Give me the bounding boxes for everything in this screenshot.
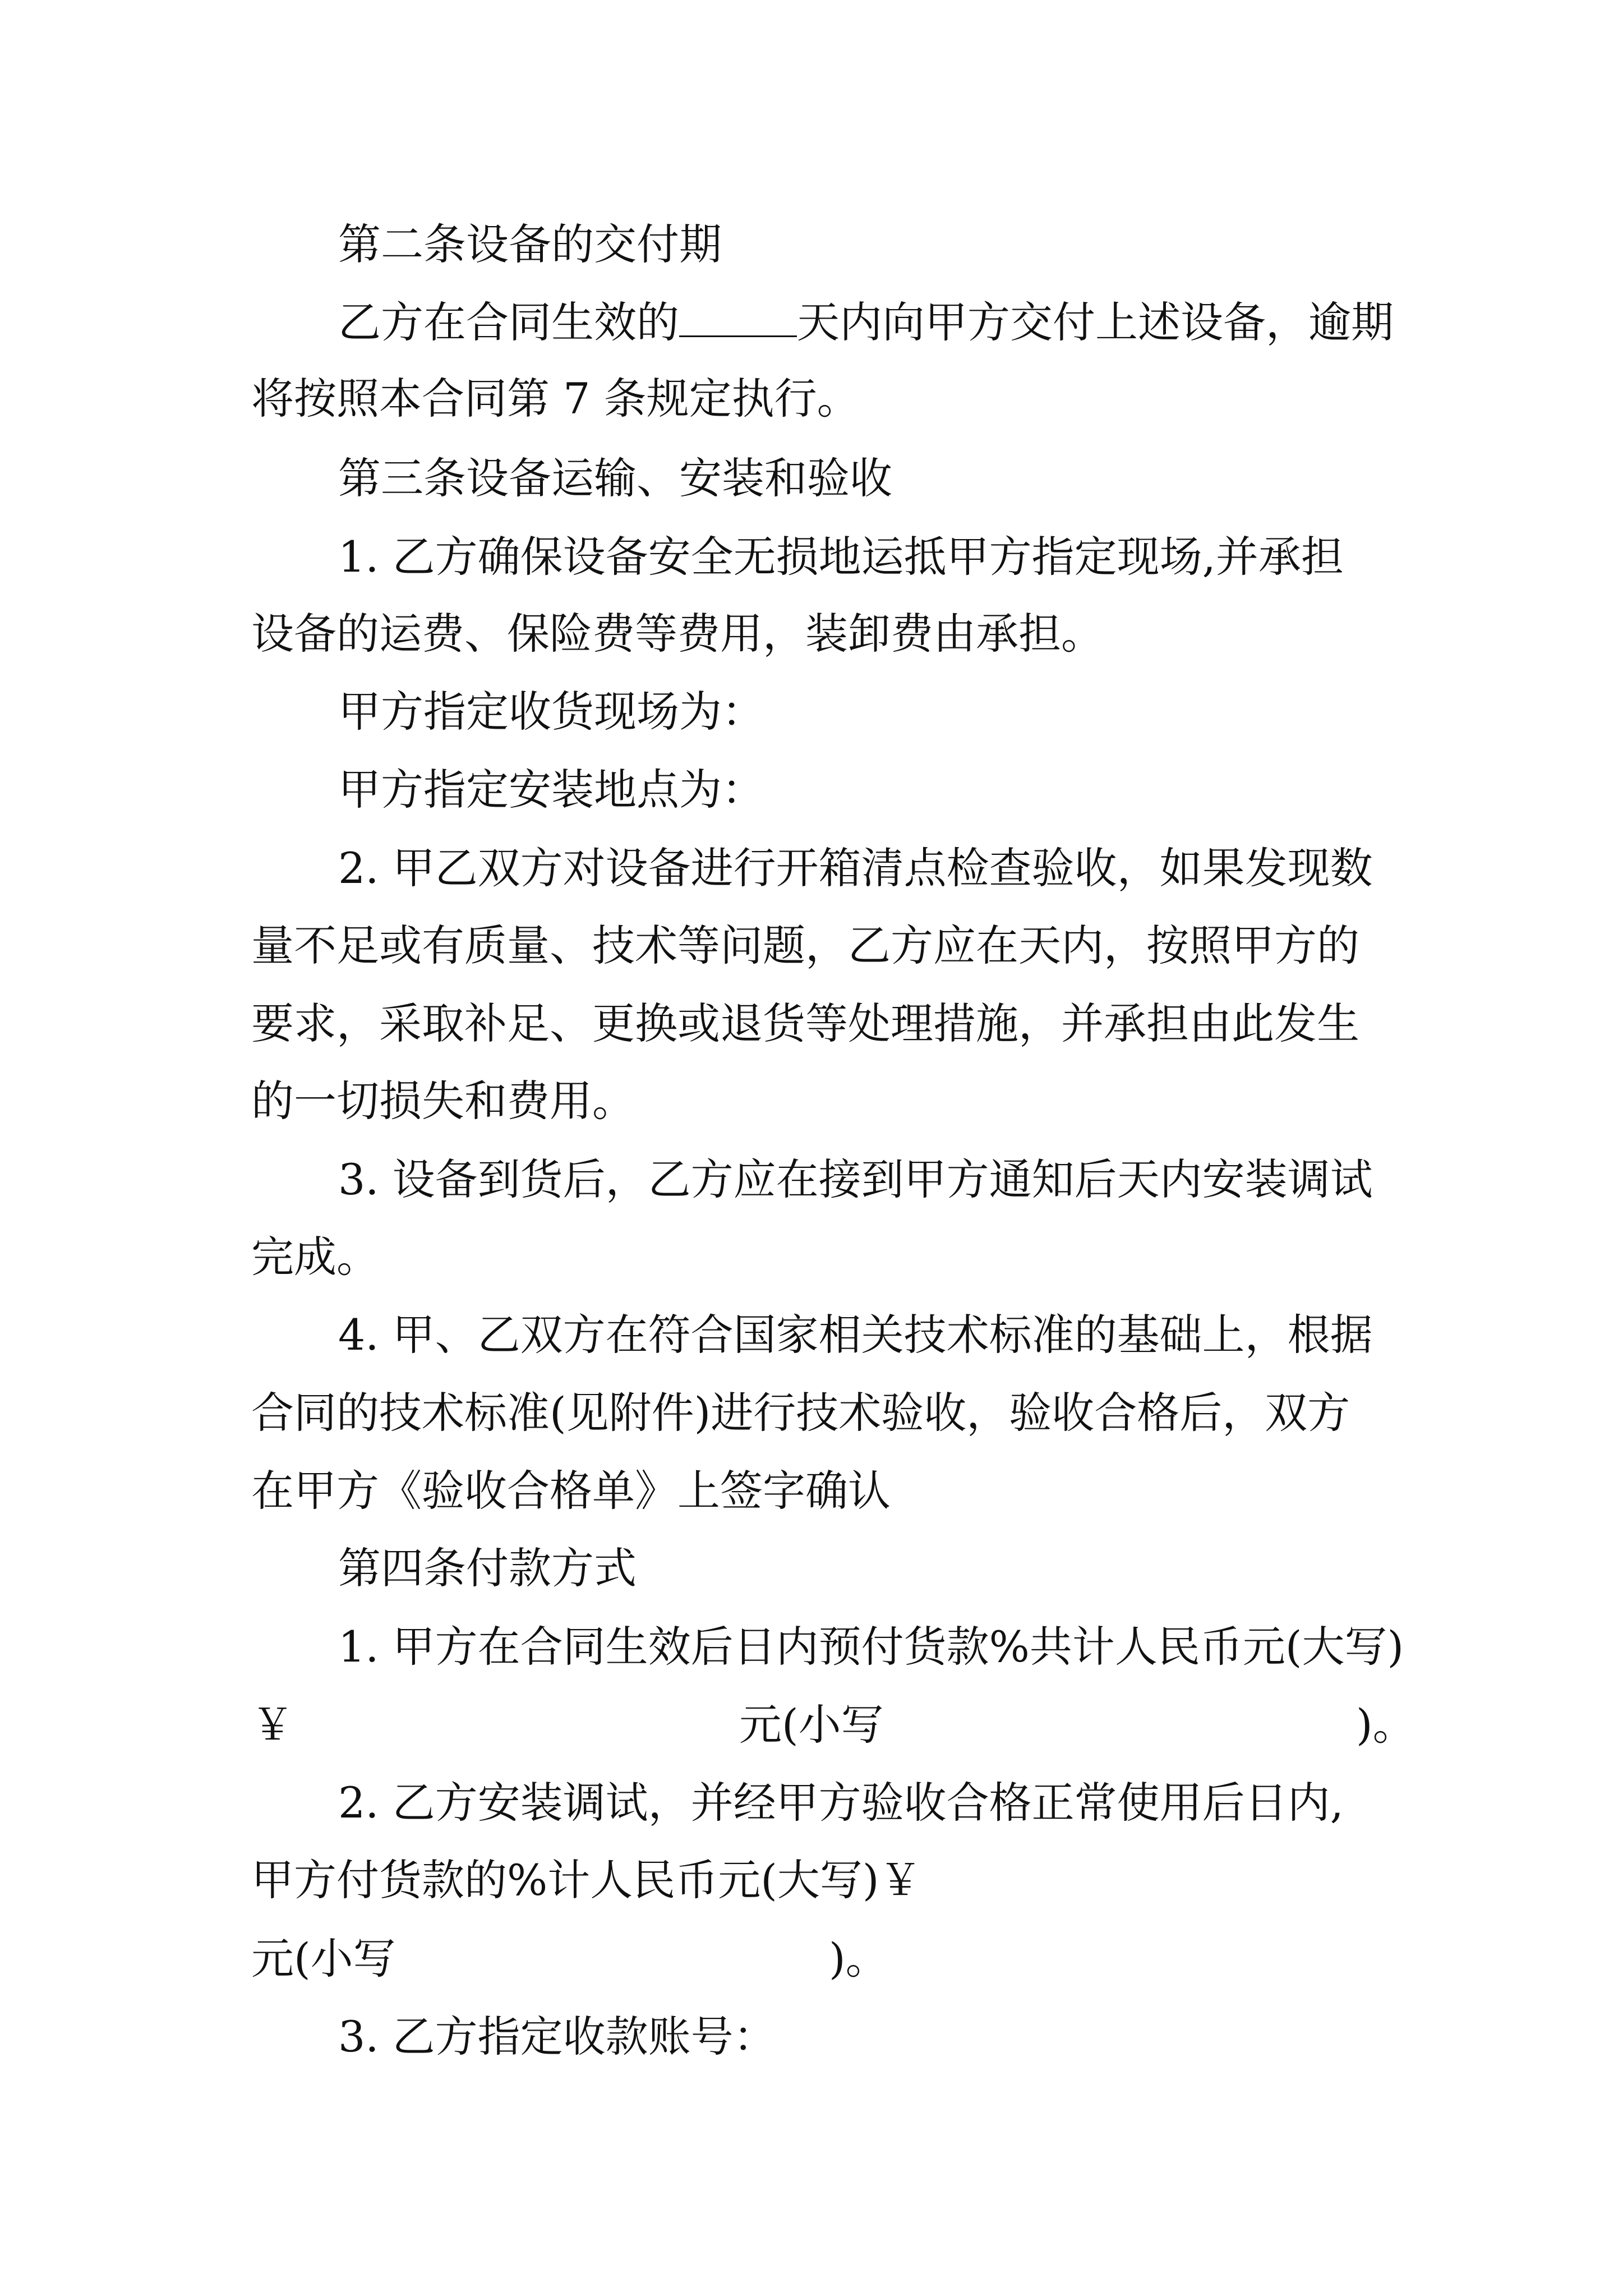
paragraph-line: 在甲方《验收合格单》上签字确认 [251,1466,891,1516]
paragraph-line: 要求，采取补足、更换或退货等处理措施，并承担由此发生 [251,999,1359,1048]
paragraph-line: 3. 乙方指定收款账号： [338,2012,776,2062]
section-heading-2: 第二条设备的交付期 [338,219,722,269]
paragraph-line: 元(小写 [251,1934,396,1984]
section-heading-3: 第三条设备运输、安装和验收 [338,453,892,503]
paragraph-line: 1. 乙方确保设备安全无损地运抵甲方指定现场,并承担 [338,532,1344,582]
paragraph-line: 的一切损失和费用。 [251,1076,635,1126]
paragraph-line: 将按照本合同第 7 条规定执行。 [251,374,860,424]
paragraph-line: 乙方在合同生效的 天内向甲方交付上述设备，逾期 [338,297,1394,347]
paragraph-line: 2. 乙方安装调试，并经甲方验收合格正常使用后日内, [338,1778,1344,1828]
paragraph-line: 量不足或有质量、技术等问题，乙方应在天内，按照甲方的 [251,921,1359,970]
paragraph-line: 设备的运费、保险费等费用，装卸费由承担。 [251,609,1104,659]
paragraph-line: )。 [1356,1700,1415,1750]
paragraph-line: 1. 甲方在合同生效后日内预付货款%共计人民币元(大写) [338,1622,1404,1672]
section-heading-4: 第四条付款方式 [338,1543,637,1593]
paragraph-line: 甲方指定收货现场为： [338,687,764,737]
paragraph-line: 3. 设备到货后，乙方应在接到甲方通知后天内安装调试 [338,1154,1373,1204]
paragraph-line: )。 [829,1934,888,1984]
paragraph-line: 合同的技术标准(见附件)进行技术验收，验收合格后，双方 [251,1388,1350,1438]
paragraph-line: 2. 甲乙双方对设备进行开箱清点检查验收，如果发现数 [338,843,1373,893]
paragraph-line: 甲方指定安装地点为： [338,765,764,815]
paragraph-line: 元(小写 [739,1700,884,1750]
paragraph-line: 完成。 [251,1232,379,1282]
paragraph-line: 甲方付货款的%计人民币元(大写)￥ [251,1855,922,1905]
fill-blank [679,302,797,337]
paragraph-line: 4. 甲、乙双方在符合国家相关技术标准的基础上，根据 [338,1310,1373,1360]
yen-sign: ￥ [251,1700,294,1750]
